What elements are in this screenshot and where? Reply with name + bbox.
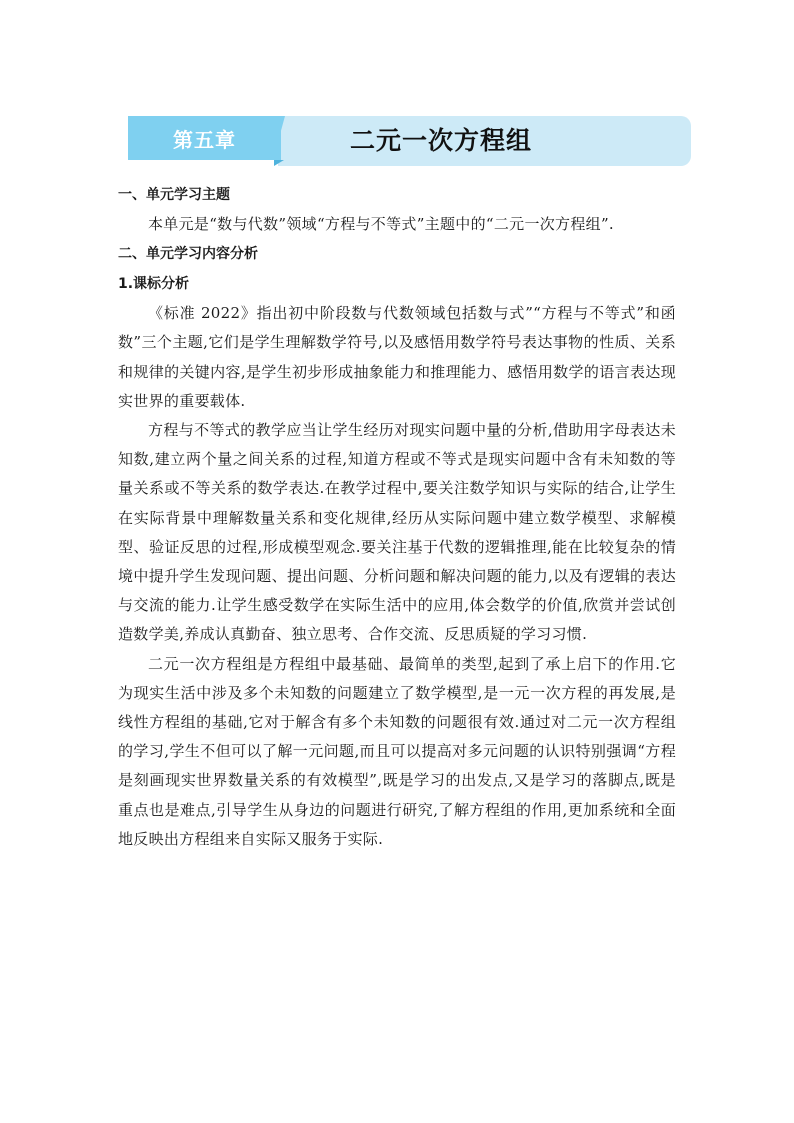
document-body (118, 180, 676, 854)
chapter-title: 二元一次方程组 (350, 126, 533, 155)
chapter-tab (128, 116, 281, 160)
paragraph-unit-theme: 本单元是“数与代数”领域“方程与不等式”主题中的“二元一次方程组”. (148, 215, 614, 233)
chapter-banner (128, 116, 691, 166)
paragraph-linear-system: 二元一次方程组是方程组中最基础、最简单的类型,起到了承上启下的作用.它为现实生活中涉及多个未知数的问题建立了数学模型,是一元一次方程的再发展,是线性方程组的基础,它对于解含有多个未知数的问题很有效.通过对二元一次方程组的学习,学生不但可以了解一元问题,而且可以提高对多元问题的认识特别强调“方程是刻画现实世界数量关系的有效模型”,既是学习的出发点,又是学习的落脚点,既是重点也是难点,引导学生从身边的问题进行研究,了解方程组的作用,更加系统和全面地反映出方程组来自实际又服务于实际. (118, 654, 676, 848)
chapter-label: 第五章 (173, 127, 236, 152)
paragraph-equation-teaching: 方程与不等式的教学应当让学生经历对现实问题中量的分析,借助用字母表达未知数,建立两个量之间关系的过程,知道方程或不等式是现实问题中含有未知数的等量关系或不等关系的数学表达.在教学过程中,要关注数学知识与实际的结合,让学生在实际背景中理解数量关系和变化规律,经历从实际问题中建立数学模型、求解模型、验证反思的过程,形成模型观念.要关注基于代数的逻辑推理,能在比较复杂的情境中提升学生发现问题、提出问题、分析问题和解决问题的能力,以及有逻辑的表达与交流的能力.让学生感受数学在实际生活中的应用,体会数学的价值,欣赏并尝试创造数学美,养成认真勤奋、独立思考、合作交流、反思质疑的学习习惯. (118, 421, 676, 644)
section-heading-content-analysis: 二、单元学习内容分析 (118, 246, 258, 263)
subsection-heading-curriculum-analysis: 1.课标分析 (118, 276, 190, 293)
section-heading-unit-theme: 一、单元学习主题 (118, 187, 230, 203)
paragraph-standard: 《标准 2022》指出初中阶段数与代数领域包括数与式”“方程与不等式”和函数”三个主题,它们是学生理解数学符号,以及感悟用数学符号表达事物的性质、关系和规律的关键内容,是学生初步形成抽象能力和推理能力、感悟用数学的语言表达现实世界的重要载体. (118, 304, 676, 410)
banner-tab-shadow (274, 160, 284, 166)
